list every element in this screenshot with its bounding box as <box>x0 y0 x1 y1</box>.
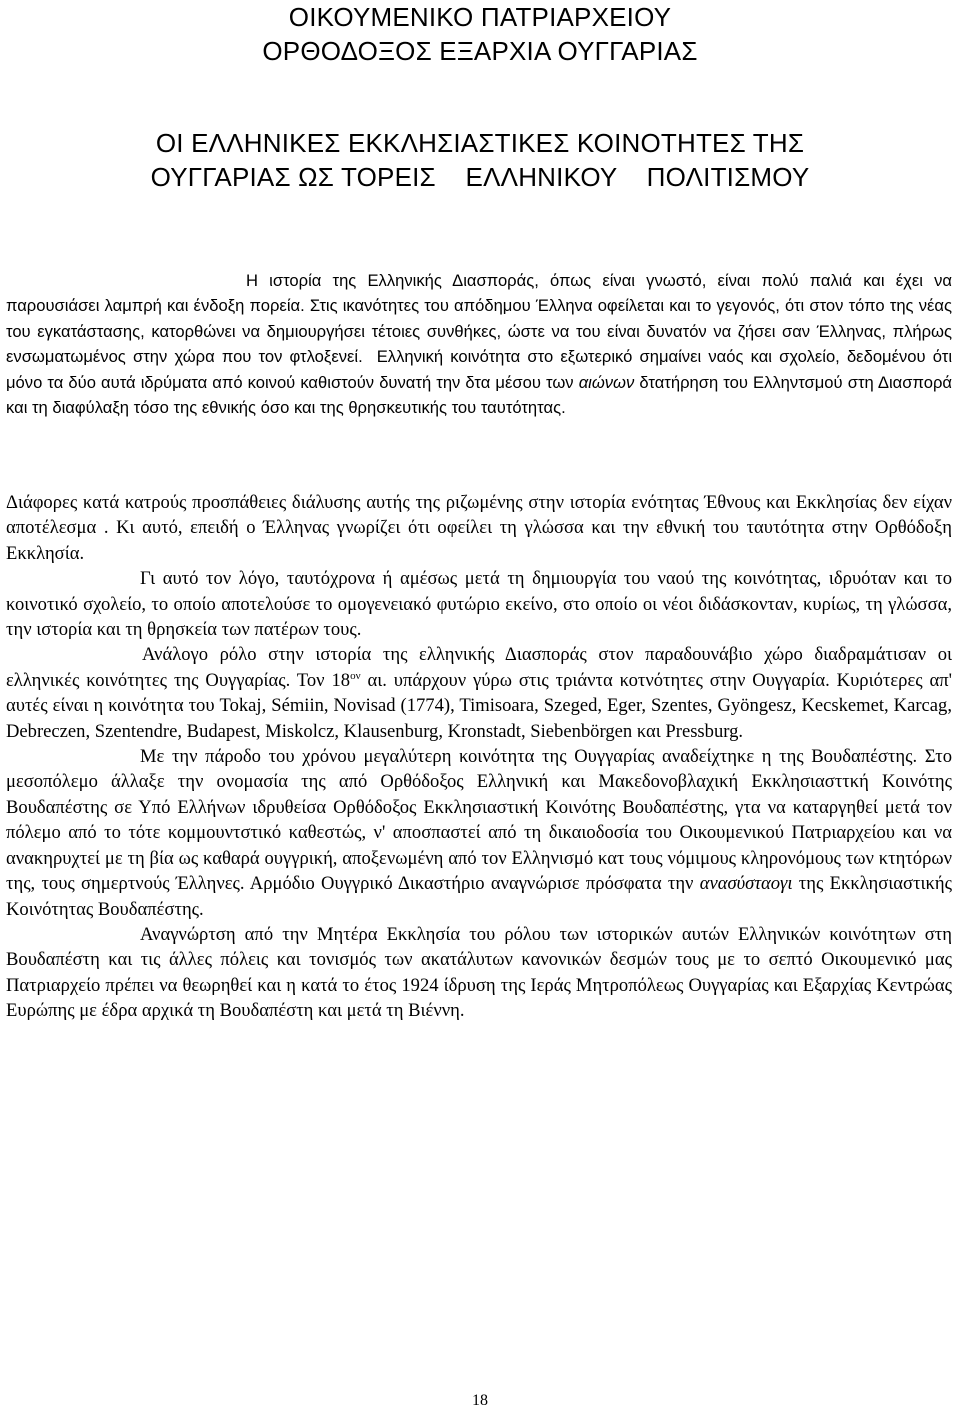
paragraph-continuation <box>6 490 952 566</box>
paragraph-text: Διάφορες κατά κατρούς προσπάθειες διάλυσης αυτής της ριζωμένης στην ιστορία ενότητας Έθνους και Εκκλησίας δεν είχαν αποτέλεσμα . Κι αυτό, επειδή ο Έλληνας γνωρίζει ότι οφείλει τη γλώσσα και την εθνική του ταυτότητα στην Ορθόδοξη Εκκλησία. <box>6 492 952 564</box>
paragraph-school <box>6 566 952 642</box>
paragraph-emphasis: ανασύσταογι <box>699 873 793 895</box>
document-header <box>0 0 960 68</box>
body-section-intro <box>6 268 952 420</box>
paragraph-diaspora-history <box>6 268 952 420</box>
paragraph-text: Με την πάροδο του χρόνου μεγαλύτερη κοινότητα της Ουγγαρίας αναδείχτηκε η της Βουδαπέστης. Στο μεσοπόλεμο άλλαξε την ονομασία της από Ορθόδοξος Ελληνική και Μακεδονοβλαχική Εκκλησιασττκή Κοινότης Βουδαπέστης σε Υπό Ελλήνων ιδρυθείσα Ορθόδοξος Εκκλησιαστική Κοινότης Βουδαπέστης, γτα να καταργηθεί μετά τον πόλεμο από το τότε κομμουντστικό καθεστώς, ν' αποσπαστεί από τη δικαιοδοσία του Οικουμενικού Πατριαρχείου και να ανακηρυχτεί με τη βία ως καθαρά ουγγρική, αποξενωμένη από τον Ελληνισμό κατ τους νόμιμους κληρονόμους των κτητόρων της, τους σημερτνούς Έλληνες. Αρμόδιο Ουγγρικό Δικαστήριο αναγνώρισε πρόσφατα την <box>6 746 952 895</box>
paragraph-hungary-communities <box>6 642 952 744</box>
paragraph-text: Αναγνώρτση από την Μητέρα Εκκλησία του ρόλου των ιστορικών αυτών Ελληνικών κοινότητων στη Βουδαπέστη και τις άλλες πόλεις και τονισμός των ακατάλυτων κανονικών δεσμών τους με το σεπτό Οικουμενικό μας Πατριαρχείο πρέπει να θεωρηθεί και η κατά το έτος 1924 ίδρυση της Ιεράς Μητροπόλεως Ουγγαρίας και Εξαρχίας Κεντρώας Ευρώπης με έδρα αρχικά τη Βουδαπέστη και μετά τη Βιέννη. <box>6 923 952 1022</box>
paragraph-text: αι. υπάρχουν γύρω στις τριάντα κοτνότητες στην Ουγγαρία. Κυριότερες απ' αυτές είναι η κοινότητα του Tokaj, Sémiin, Novisad (1774), Timisoara, Szeged, Eger, Szentes, Gyöngesz, Kecskemet, Karcag, Debreczen, Szentendre, Budapest, Miskolcz, Klausenburg, Kronstadt, Siebenbörgen και Pressburg. <box>6 669 952 742</box>
header-line-patriarchate: ΟΙΚΟΥΜΕΝΙΚΟ ΠΑΤΡΙΑΡΧΕΙΟΥ <box>288 2 672 32</box>
page-number: 18 <box>472 1392 488 1409</box>
paragraph-emphasis: αιώνων <box>578 372 635 392</box>
paragraph-text: της Εκκλησιαστικής Κοινότητας Βουδαπέστης. <box>6 873 953 920</box>
paragraph-text: Η ιστορία της Ελληνικής Διασποράς, όπως είναι γνωστό, είναι πολύ παλιά και έχει να παρουσιάσει λαμπρή και ένδοξη πορεία. Στις ικανότητες του απόδημου Έλληνα οφείλεται και το γεγονός, ότι στον τόπο της νέας του εγκατάστασης, κατορθώνει να δημιουργήσει τέτοιες συνθήκες, ώστε να του είναι δυνατόν να ζήσει σαν Έλληνας, πλήρως ενσωματωμένος στην χώρα που τον φτλοξενεί. <box>6 271 952 367</box>
paragraph-text: Ανάλογο ρόλο στην ιστορία της ελληνικής Διασποράς στον παραδουνάβιο χώρο διαδραμάτισαν οι ελληνικές κοινότητες της Ουγγαρίας. Τον 18 <box>6 644 952 691</box>
document-title <box>0 126 960 194</box>
paragraph-text: Γι αυτό τον λόγο, ταυτόχρονα ή αμέσως μετά τη δημιουργία του ναού της κοινότητας, ιδρυόταν και το κοινοτικό σχολείο, το οποίο αποτελούσε το ομογενειακό φυτώριο εκείνο, στο οποίο οι νέοι διδάσκονταν, κυρίως, τη γλώσσα, την ιστορία και τη θρησκεία των πατέρων τους. <box>6 568 952 641</box>
paragraph-budapest-community <box>6 744 952 922</box>
title-line-1: ΟΙ ΕΛΛΗΝΙΚΕΣ ΕΚΚΛΗΣΙΑΣΤΙΚΕΣ ΚΟΙΝΟΤΗΤΕΣ ΤΗΣ <box>155 128 805 158</box>
paragraph-text: Ελληνική κοινότητα στο εξωτερικό σημαίνει ναός και σχολείο, δεδομένου ότι μόνο τα δύο αυτά ιδρύματα από κοινού καθιστούν δυνατή την δτα μέσου των <box>6 347 953 392</box>
title-line-2: ΟΥΓΓΑΡΙΑΣ ΩΣ ΤΟΡΕΙΣ ΕΛΛΗΝΙΚΟΥ ΠΟΛΙΤΙΣΜΟΥ <box>150 162 810 192</box>
body-section-main <box>6 490 952 1024</box>
header-line-exarchate: ΟΡΘΟΔΟΞΟΣ ΕΞΑΡΧΙΑ ΟΥΓΓΑΡΙΑΣ <box>262 36 698 66</box>
paragraph-text: δτατήρηση του Ελληντσμού στη Διασπορά και τη διαφύλαξη τόσο της εθνικής όσο και της θρησκευτικής του ταυτότητας. <box>6 372 952 418</box>
paragraph-metropolis <box>6 922 952 1024</box>
superscript-ordinal: ον <box>350 669 361 682</box>
